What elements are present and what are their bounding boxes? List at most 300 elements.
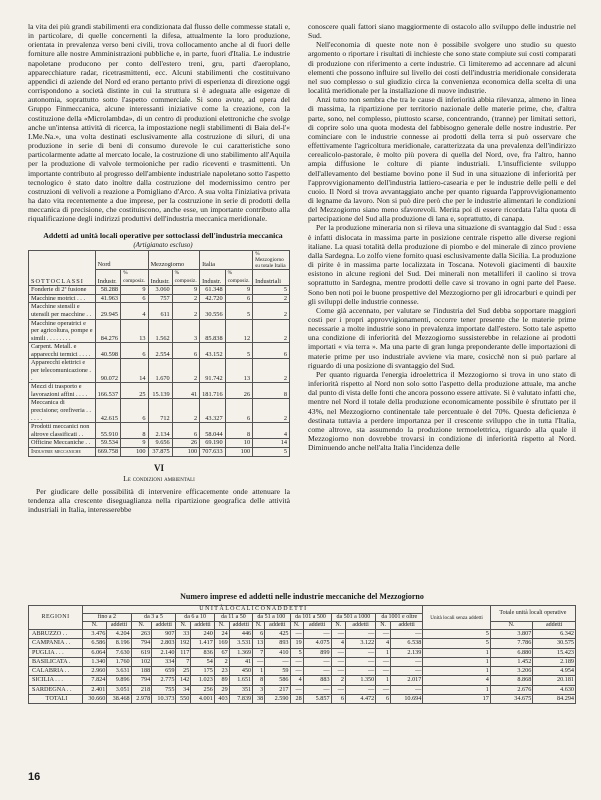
table-cell: — [376, 630, 391, 639]
table-cell: CAMPANIA . . [29, 639, 83, 648]
table-cell: 4 [331, 639, 345, 648]
table-cell: 1 [423, 657, 490, 666]
table-cell: 9 [225, 286, 252, 295]
table-cell: 2 [172, 399, 199, 423]
table-cell: 1 [423, 667, 490, 676]
table-cell: 1 [423, 685, 490, 694]
table-cell: 2.775 [152, 676, 176, 685]
table-row [29, 399, 290, 423]
table-cell: Apparecchi elettrici e per telecomunicazione . . [29, 359, 96, 383]
table-cell: 2.960 [83, 667, 107, 676]
table-cell: BASILICATA . [29, 657, 83, 666]
t1-header-sottoclassi: SOTTOCLASSI [29, 250, 96, 285]
t1-sub-industr: Industr. [148, 269, 172, 285]
table-cell: 403 [214, 695, 229, 704]
t2-header-regioni: REGIONI [29, 606, 83, 630]
table-cell: 1.023 [191, 676, 214, 685]
table-cell: 3.631 [107, 667, 131, 676]
table-cell: 757 [148, 294, 172, 303]
table-cell: Industrie meccaniche [29, 448, 96, 457]
table-cell: 2.978 [131, 695, 152, 704]
table-cell: Prodotti meccanici non altrove classificati . . [29, 423, 96, 439]
table-cell: 166.537 [95, 383, 120, 399]
table-cell: 58.288 [95, 286, 120, 295]
table-cell: — [376, 685, 391, 694]
table-cell: 20.181 [533, 676, 576, 685]
table-cell: — [391, 630, 423, 639]
table-cell: SICILIA . . . [29, 676, 83, 685]
table-cell: 117 [176, 648, 191, 657]
table-cell: Officine Meccaniche . . [29, 439, 96, 448]
table-cell: 7.839 [229, 695, 252, 704]
table-cell: 410 [265, 648, 290, 657]
table-cell: — [303, 657, 331, 666]
table-cell: 9 [121, 286, 148, 295]
table-cell: 5.857 [303, 695, 331, 704]
table-cell: 6 [121, 343, 148, 359]
table-cell: 907 [152, 630, 176, 639]
table-row [29, 286, 290, 295]
table-cell: 15.139 [148, 383, 172, 399]
table-cell: 4 [376, 639, 391, 648]
t1-sub-pct: % composiz. [172, 269, 199, 285]
left-paragraph-1: la vita dei più grandi stabilimenti era condizionata dal flusso delle commesse statali e, in particolare, di quelle concernenti la difesa, attualmente la loro produzione, orientata in prevalenza verso beni civili, trova collocamento anche al di fuori delle forniture alle nostre Amministrazioni pubbliche e, in parte, fuori d'Italia. Le industrie napoletane producono per conto dell'estero treni, gru, parti d'aeroplano, apparecchiature radar, ricetrasmittenti, ecc. Alcuni stabilimenti che costituivano appendici di aziende del Nord ed erano pertanto privi di esperienza di direzione oggi corrispondono a società distinte in cui la struttura si è adeguata alle esigenze di autonomia, soprattutto sotto l'aspetto commerciale. Si sono avute, ad opera del Gruppo Finmeccanica, alcune interessanti iniziative come la creazione, con la costituzione della «Microlambda», di un centro di produzioni elettroniche che svolge anche un'intensa attività di ricerca, la impostazione negli stabilimenti di Baia del-l'« I.Me.Na.», una volta destinati esclusivamente alla costruzione di siluri, di una produzione in serie di beni di consumo durevole le cui caratteristiche sono particolarmente adatte al mercato locale, la costruzione di uno stabilimento all'Aquila per la produzione di valvole termoioniche per radio riceventi e trasmittenti. Un importante contributo al progresso dell'ambiente industriale napoletano sotto l'aspetto tecnologico è stato dato inoltre dalla costruzione del modernissimo centro per costruzioni di velivoli a reazione a Pomigliano d'Arco. A sua volta l'iniziativa privata ha dato vita recentemente a due imprese, per la costruzione in serie di prodotti della meccanica di precisione, che costituiscono, anche esse, un importante contributo alla riqualificazione degli indirizzi produttivi dell'industria meccanica meridionale. [28, 22, 290, 224]
table-cell: 5 [253, 286, 290, 295]
table-cell: — [290, 685, 303, 694]
table-cell: 883 [303, 676, 331, 685]
table-cell: 91.742 [200, 359, 225, 383]
table-cell: 25 [121, 383, 148, 399]
table-cell: 142 [176, 676, 191, 685]
table-cell: 5 [290, 648, 303, 657]
table-cell: — [331, 648, 345, 657]
table-cell: — [391, 685, 423, 694]
table-cell: 188 [131, 667, 152, 676]
table-cell: 2.676 [490, 685, 533, 694]
table-cell: 9 [121, 439, 148, 448]
table-cell: 6 [225, 294, 252, 303]
table-cell: 30.556 [200, 303, 225, 319]
table-cell: 2.017 [391, 676, 423, 685]
table-cell: 42.720 [200, 294, 225, 303]
t2-sub-header: N. [214, 622, 229, 630]
table-cell: 1 [376, 648, 391, 657]
table-cell: 85.838 [200, 319, 225, 343]
table-row [29, 667, 576, 676]
table-cell: 446 [229, 630, 252, 639]
table-cell: — [303, 685, 331, 694]
table-cell: 659 [152, 667, 176, 676]
table-cell: 17 [423, 695, 490, 704]
table2 [28, 605, 576, 704]
table-cell: 6 [331, 695, 345, 704]
table-cell: 5 [423, 630, 490, 639]
page-number: 16 [28, 771, 41, 783]
table-cell: 2.803 [152, 639, 176, 648]
table-row [29, 423, 290, 439]
table-cell: 10 [225, 439, 252, 448]
table-cell: 240 [191, 630, 214, 639]
table-cell: 5 [225, 303, 252, 319]
table-cell: 450 [229, 667, 252, 676]
table-cell: 5 [225, 343, 252, 359]
table-cell: 6.064 [83, 648, 107, 657]
table-cell: 3.476 [83, 630, 107, 639]
table-cell: 1.562 [148, 319, 172, 343]
table-cell: 707.633 [200, 448, 225, 457]
table-row [29, 319, 290, 343]
table-cell: Macchine operatrici e per agricoltura, pompe e simili . . . . . . . . [29, 319, 96, 343]
table-cell: 5 [423, 639, 490, 648]
table-cell: 25 [176, 667, 191, 676]
left-column [28, 22, 290, 514]
right-paragraph-4: Per la produzione mineraria non si rileva una situazione di svantaggio dal Sud : essa è infatti dislocata in massima parte in posizione centrale rispetto alle diverse regioni italiane. La quasi totalità della produzione di piombo e del minerale di zinco proviene dalla Sardegna. Lo zolfo viene fornito quasi esclusivamente dalla Sicilia. La produzione di pirite è in massima parte localizzata in Toscana. Notevoli giacimenti di bauxite esistono in alcune regioni del Sud. Dei minerali non metalliferi il caolino si trova soprattutto in Sardegna, mentre prodotti delle cave si trovano in ogni parte del Paese. Sono ben noti poi le buone prospettive del Mezzogiorno per gli idrocarburi e quindi per gli sviluppi delle industrie connesse. [308, 223, 576, 306]
table-cell: 34 [176, 685, 191, 694]
table-cell: 4.954 [533, 667, 576, 676]
table-cell: 6.342 [533, 630, 576, 639]
table-cell: 2.140 [152, 648, 176, 657]
table-cell: — [345, 667, 375, 676]
t1-sub-industriali: Industriali [253, 269, 290, 285]
table-cell: 2 [253, 399, 290, 423]
t2-sub-header: addetti [152, 622, 176, 630]
table-cell: 2.554 [148, 343, 172, 359]
t2-sub-header: N. [131, 622, 152, 630]
section-number: VI [153, 462, 164, 473]
table-cell: 619 [131, 648, 152, 657]
table-cell: 6 [225, 399, 252, 423]
table-cell: 89 [214, 676, 229, 685]
table-cell: 550 [176, 695, 191, 704]
t2-sub-header: addetti [229, 622, 252, 630]
table-cell: 29 [214, 685, 229, 694]
table-cell: 41 [229, 657, 252, 666]
t2-sub-header: addetti [391, 622, 423, 630]
table-cell: 26 [172, 439, 199, 448]
table-row [29, 343, 290, 359]
table-cell: 6 [172, 343, 199, 359]
table-cell: 61.348 [200, 286, 225, 295]
right-paragraph-5: Come già accennato, per valutare se l'industria del Sud debba sopportare maggiori costi per i propri approvvigionamenti, occorre tener presente che le materie prime necessarie a molte industrie sono in prevalenza importate dall'estero. Sotto tale aspetto una condizione di inferiorità del Mezzogiorno sussisterebbe in relazione ai prodotti importati « via terra ». Ma una parte di gran lunga preponderante delle importazioni di materie prime per uso industriale avviene via mare, cosicchè non si può parlare al riguardo di una posizione di svantaggio del Sud. [308, 305, 576, 370]
t1-sub-industr: Industr. [200, 269, 225, 285]
table-cell: 217 [265, 685, 290, 694]
table-cell: 43.152 [200, 343, 225, 359]
table-row [29, 676, 576, 685]
t1-sub-industr: Industr. [95, 269, 120, 285]
table-cell: 8 [253, 383, 290, 399]
table-row [29, 383, 290, 399]
table-cell: 899 [303, 648, 331, 657]
table-cell: 100 [225, 448, 252, 457]
table-cell: 15.423 [533, 648, 576, 657]
right-paragraph-6: Per quanto riguarda l'energia idroelettrica il Mezzogiorno si trova in uno stato di inferiorità rispetto al Nord non solo sotto l'aspetto della produzione attuale, ma anche dal punto di vista delle fonti che ancora possono essere attivate. Si è valutato infatti che, mentre nel Nord il totale della produzione economicamente possibile è sfruttato per il 43%, nel Mezzogiorno continentale tale percentuale è del 70%. Questa deficienza è destinata tuttavia a perdere importanza per il crescente sviluppo che in tutta l'Italia, come altrove, sta assumendo la produzione termoelettrica, riguardo alla quale il Mezzogiorno non dovrebbe trovarsi in condizione di inferiorità rispetto al Nord. Diminuendo anche nell'alta Italia l'incidenza delle [308, 369, 576, 453]
table-cell: 8.196 [107, 639, 131, 648]
table-cell: 9 [172, 286, 199, 295]
t2-header-totale: Totale unità locali operative [490, 606, 575, 622]
table-cell: 175 [191, 667, 214, 676]
table-cell: — [345, 630, 375, 639]
table-cell: 1 [376, 676, 391, 685]
table-cell: 2 [253, 303, 290, 319]
t2-sub-header: N. [176, 622, 191, 630]
table2-title: Numero imprese ed addetti nelle industrie meccaniche del Mezzogiorno [180, 592, 424, 601]
table-cell: 8 [225, 423, 252, 439]
table-cell: 6 [376, 695, 391, 704]
t2-sub-header: N. [376, 622, 391, 630]
table-cell: 38 [253, 695, 265, 704]
t2-sub-header: N. [331, 622, 345, 630]
table-cell: 218 [131, 685, 152, 694]
table-cell: — [331, 657, 345, 666]
table-cell: 55.910 [95, 423, 120, 439]
table-cell: 2 [172, 294, 199, 303]
table-cell: 67 [214, 648, 229, 657]
table-cell: — [345, 685, 375, 694]
table-cell: — [376, 667, 391, 676]
table-cell: 1.369 [229, 648, 252, 657]
table-cell: 69.190 [200, 439, 225, 448]
table-cell: — [391, 667, 423, 676]
table-cell: 192 [176, 639, 191, 648]
table-cell: 2.590 [265, 695, 290, 704]
table-cell: 6.880 [490, 648, 533, 657]
table-cell: 181.716 [200, 383, 225, 399]
table-cell: 14 [253, 439, 290, 448]
table-cell: 29.945 [95, 303, 120, 319]
t2-range-header: da 1001 e oltre [376, 614, 423, 622]
table-cell: 54 [191, 657, 214, 666]
table-cell: 1.350 [345, 676, 375, 685]
table-cell: 5 [253, 448, 290, 457]
t2-range-header: da 6 a 10 [176, 614, 214, 622]
table-row [29, 439, 290, 448]
right-paragraph-2: Nell'economia di queste note non è possibile svolgere uno studio su questo argomento o riportare i risultati di inchieste che sono state compiute sui costi comparati di produzione con riferimento a certe industrie. Ci limiteremo ad accennare ad alcuni elementi che possono influire sul livello dei costi dell'industria meridionale considerata nel suo complesso o sul giudizio circa la convenienza economica della scelta di una località meridionale per la installazione di nuove industrie. [308, 40, 576, 96]
table-cell: Macchine stensili e utensili per macchine . . [29, 303, 96, 319]
table-cell: 3.531 [229, 639, 252, 648]
t2-header-unita: U N I T À L O C A L I C O N A D D E T T I [83, 606, 423, 614]
table-cell: 7 [253, 648, 265, 657]
table-cell: 4 [253, 423, 290, 439]
table-row [29, 648, 576, 657]
table-cell: 13 [225, 359, 252, 383]
t2-sub-header: addetti [345, 622, 375, 630]
table1 [28, 250, 290, 457]
table1-title: Addetti ad unità locali operative per sottoclassi dell'industria meccanica [43, 231, 283, 241]
table-cell: 1 [253, 667, 265, 676]
table-cell: — [303, 667, 331, 676]
table-cell: — [345, 657, 375, 666]
table-cell: Carpent. Metall. e apparecchi termici . . . . [29, 343, 96, 359]
table-cell: — [253, 657, 265, 666]
table-cell: 794 [131, 639, 152, 648]
table-cell: 40.598 [95, 343, 120, 359]
table-cell: 4.630 [533, 685, 576, 694]
table-cell: 42.615 [95, 399, 120, 423]
table-cell: 43.327 [200, 399, 225, 423]
table-cell: 3 [253, 685, 265, 694]
table-cell: 256 [191, 685, 214, 694]
t2-range-header: da 101 a 500 [290, 614, 331, 622]
table-row [29, 630, 576, 639]
table-cell: 2 [214, 657, 229, 666]
table-cell: 41.963 [95, 294, 120, 303]
table-cell: 37.875 [148, 448, 172, 457]
table-cell: 9.656 [148, 439, 172, 448]
table-cell: 3.051 [107, 685, 131, 694]
table-cell: 58.044 [200, 423, 225, 439]
table-cell: 3.060 [148, 286, 172, 295]
table2-block [28, 592, 576, 704]
t1-header-nord: Nord [95, 250, 148, 269]
table-cell: 6 [253, 343, 290, 359]
table-cell: 9.896 [107, 676, 131, 685]
table-cell: 263 [131, 630, 152, 639]
t1-header-italia: Italia [200, 250, 253, 269]
table-cell: 836 [191, 648, 214, 657]
table-cell: 8.868 [490, 676, 533, 685]
table-row [29, 657, 576, 666]
table1-subtitle: (Artigianato escluso) [133, 240, 193, 249]
table-row [29, 685, 576, 694]
table-cell: 2 [253, 294, 290, 303]
table-cell: 669.758 [95, 448, 120, 457]
table-cell: — [331, 667, 345, 676]
table-cell: 351 [229, 685, 252, 694]
table-row [29, 294, 290, 303]
table-cell: 3 [172, 319, 199, 343]
table-cell: 1.651 [229, 676, 252, 685]
table-cell: — [376, 657, 391, 666]
table-cell: 334 [152, 657, 176, 666]
table-cell: 1.340 [83, 657, 107, 666]
table-cell: Mezzi di trasporto e lavorazioni affini . . . . [29, 383, 96, 399]
table-cell: 611 [148, 303, 172, 319]
table-cell: 4.472 [345, 695, 375, 704]
t2-sub-header: N. [83, 622, 107, 630]
table-cell: 12 [225, 319, 252, 343]
table-cell: 14 [121, 359, 148, 383]
table-cell: 23 [214, 667, 229, 676]
table-cell: 425 [265, 630, 290, 639]
table-cell: — [303, 630, 331, 639]
table-cell: 30.575 [533, 639, 576, 648]
table-cell: 28 [290, 695, 303, 704]
table-cell: 34.675 [490, 695, 533, 704]
table-cell: 102 [131, 657, 152, 666]
t2-sub-header: N. [290, 622, 303, 630]
t1-header-mezzogiorno: Mezzogiorno [148, 250, 200, 269]
table-cell: 2 [172, 303, 199, 319]
table-cell: PUGLIA . . . [29, 648, 83, 657]
table-cell: Meccanica di precisione; orefiveria . . . . . . [29, 399, 96, 423]
table-cell: — [331, 630, 345, 639]
right-column [308, 22, 576, 452]
table-cell: TOTALI [29, 695, 83, 704]
table-cell: 4 [121, 303, 148, 319]
table-cell: 2.139 [391, 648, 423, 657]
table-cell: 30.660 [83, 695, 107, 704]
table-cell: — [290, 657, 303, 666]
table-cell: — [265, 657, 290, 666]
table-cell: 586 [265, 676, 290, 685]
t2-range-header: da 51 a 100 [253, 614, 290, 622]
table-cell: 2 [331, 676, 345, 685]
t1-total-row [29, 448, 290, 457]
table-cell: 6.538 [391, 639, 423, 648]
table-cell: 13 [121, 319, 148, 343]
table-cell: 169 [214, 639, 229, 648]
table-cell: Macchine motrici . . . [29, 294, 96, 303]
table-cell: 4.075 [303, 639, 331, 648]
table-cell: 4 [423, 676, 490, 685]
table-cell: 2.189 [533, 657, 576, 666]
t2-sub-header: addetti [303, 622, 331, 630]
table-cell: 6 [121, 294, 148, 303]
table-cell: — [345, 648, 375, 657]
table-row [29, 303, 290, 319]
t2-sub-header: addetti [265, 622, 290, 630]
table-cell: 4.001 [191, 695, 214, 704]
table-cell: 24 [214, 630, 229, 639]
table-cell: 4.204 [107, 630, 131, 639]
table-cell: 59 [265, 667, 290, 676]
t2-range-header: da 501 a 1000 [331, 614, 376, 622]
table-cell: — [391, 657, 423, 666]
table-cell: 7 [176, 657, 191, 666]
table-cell: 3.122 [345, 639, 375, 648]
t2-range-header: da 3 a 5 [131, 614, 176, 622]
table-cell: 26 [225, 383, 252, 399]
table-cell: 6 [172, 423, 199, 439]
table-cell: 59.534 [95, 439, 120, 448]
t2-total-row [29, 695, 576, 704]
t2-sub-header: addetti [191, 622, 214, 630]
table1-block [28, 231, 290, 456]
table-cell: 38.468 [107, 695, 131, 704]
table-cell: 7.786 [490, 639, 533, 648]
table-cell: 6 [253, 630, 265, 639]
table-cell: 2 [253, 319, 290, 343]
t2-range-header: fino a 2 [83, 614, 132, 622]
t1-sub-pct: % composiz. [225, 269, 252, 285]
table-cell: 6.586 [83, 639, 107, 648]
left-paragraph-after: Per giudicare delle possibilità di intervenire efficacemente onde attenuare la tendenza alla crescente diseguaglianza nella ripartizione geografica delle attività industriali in Italia, interesserebbe [28, 486, 290, 515]
table-cell: 2.134 [148, 423, 172, 439]
table-cell: 13 [253, 639, 265, 648]
table-cell: Fonderie di 2ª fusione [29, 286, 96, 295]
table-cell: 1.760 [107, 657, 131, 666]
table-cell: 1.417 [191, 639, 214, 648]
section-title: Le condizioni ambientali [123, 473, 195, 483]
table-cell: 84.276 [95, 319, 120, 343]
table-cell: CALABRIA . . [29, 667, 83, 676]
table-cell: 10.373 [152, 695, 176, 704]
right-paragraph-3: Anzi tutto non sembra che tra le cause di inferiorità abbia rilevanza, almeno in linea di massima, la ripartizione per territorio nazionale delle materie prime, che, d'altra parte, sono, nel complesso, piuttosto scarse, concentrando, (tranne) per limitati settori, di coprire solo una quota modesta del fabbisogno generale delle nostre industrie. Per cominciare con le industrie connesse ai prodotti della terra si può osservare che effettivamente l'agricoltura meridionale, caratterizzata da una prevalenza dell'indirizzo cerealicolo-pastorale, è molto più povera di quella del Nord, ove, fra l'altro, hanno ampia diffusione le colture di piante industriali. L'insufficiente sviluppo dell'allevamento del bestiame bovino pone il Sud in una situazione di inferiorità per l'approvvigionamento dell'industria lattiero-casearia e per le industrie delle pelli e del cuoio. Il Nord si trova avvantaggiato anche per quanto riguarda l'approvvigionamento di legname da lavoro. Non si può dire però che per le industrie alimentari le condizioni del Mezzogiorno siano meno sfavorevoli. Merita poi di essere ricordata l'alta quota di partecipazione del Sud alla produzione di lana e, soprattutto, di canapa. [308, 95, 576, 224]
table-cell: 1 [423, 648, 490, 657]
table-cell: — [290, 667, 303, 676]
table-cell: 41 [172, 383, 199, 399]
table-row [29, 639, 576, 648]
table-cell: 2 [253, 359, 290, 383]
table-cell: 893 [265, 639, 290, 648]
table-cell: 10.694 [391, 695, 423, 704]
table-cell: 19 [290, 639, 303, 648]
table-cell: 1.670 [148, 359, 172, 383]
table-cell: 8 [121, 423, 148, 439]
table-row [29, 359, 290, 383]
table-cell: 4 [290, 676, 303, 685]
table-cell: 7.824 [83, 676, 107, 685]
